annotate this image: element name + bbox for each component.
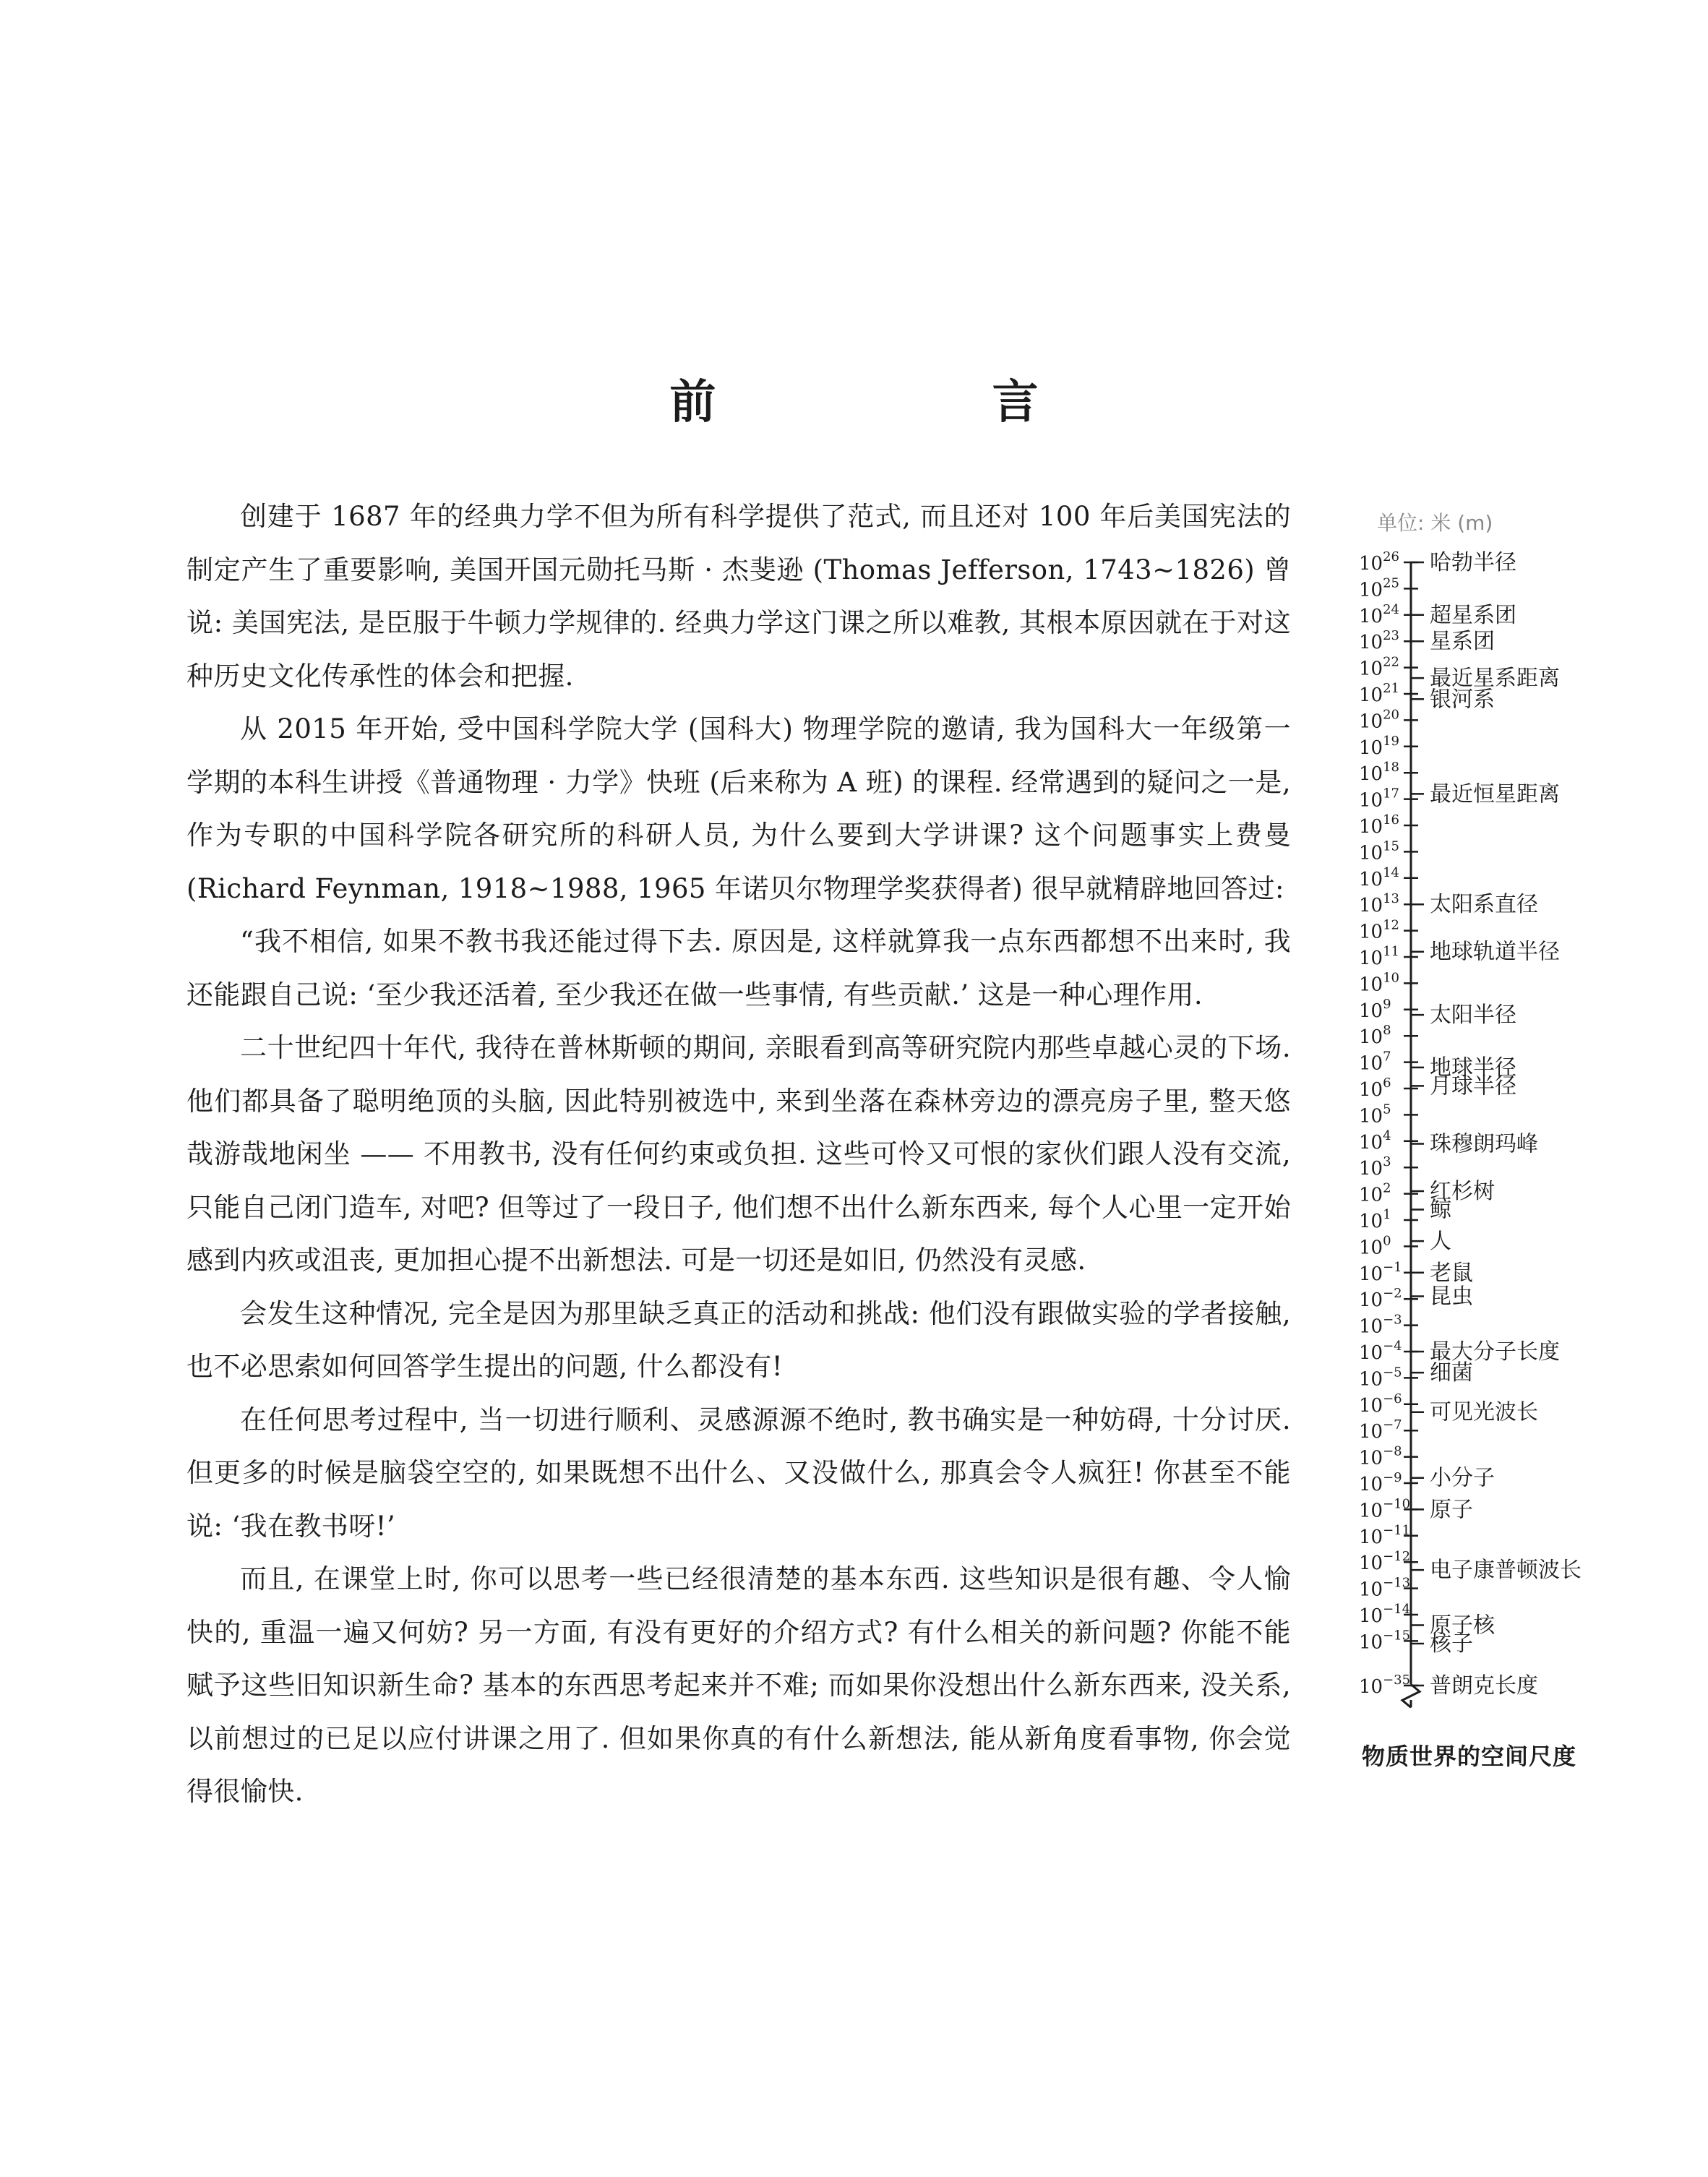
scale-object-label: 电子康普顿波长 <box>1430 1558 1582 1584</box>
scale-tick-label: $10^{-10}$ <box>1359 1496 1411 1522</box>
scale-tick-label: $10^{-4}$ <box>1359 1339 1402 1364</box>
scale-unit-label: 单位: 米 (m) <box>1377 511 1493 535</box>
scale-object-label: 细菌 <box>1430 1360 1473 1386</box>
scale-tick-label: $10^9$ <box>1359 996 1391 1022</box>
scale-ticks <box>1359 549 1418 1698</box>
paragraph: “我不相信, 如果不教书我还能过得下去. 原因是, 这样就算我一点东西都想不出来时, 我还能跟自己说: ‘至少我还活着, 至少我还在做一些事情, 有些贡献.’ 这是一种心理作用. <box>186 926 1291 1010</box>
scale-object-label: 最大分子长度 <box>1430 1339 1560 1365</box>
scale-object-label: 地球轨道半径 <box>1430 939 1560 965</box>
scale-object-label: 超星系团 <box>1430 602 1516 628</box>
spatial-scale-diagram <box>1344 506 1706 1735</box>
scale-objects <box>1411 550 1582 1699</box>
scale-tick-label: $10^{13}$ <box>1359 891 1399 917</box>
scale-tick-label: $10^{14}$ <box>1359 864 1399 890</box>
scale-object-label: 小分子 <box>1430 1465 1495 1491</box>
scale-tick-label: $10^{25}$ <box>1359 575 1399 601</box>
scale-tick-label: $10^{22}$ <box>1359 654 1399 680</box>
scale-tick-label: $10^{-35}$ <box>1359 1673 1411 1698</box>
scale-tick-label: $10^{-2}$ <box>1359 1286 1402 1312</box>
scale-tick-label: $10^{-6}$ <box>1359 1391 1402 1417</box>
scale-object-label: 鲸 <box>1430 1197 1451 1223</box>
scale-object-label: 最近星系距离 <box>1430 666 1560 692</box>
scale-tick-label: $10^{16}$ <box>1359 812 1399 838</box>
scale-tick-label: $10^{11}$ <box>1359 944 1399 969</box>
page-title: 前 言 <box>669 376 1169 429</box>
scale-object-label: 昆虫 <box>1430 1284 1473 1310</box>
scale-object-label: 可见光波长 <box>1430 1399 1538 1425</box>
paragraph: 而且, 在课堂上时, 你可以思考一些已经很清楚的基本东西. 这些知识是很有趣、令人愉快的, 重温一遍又何妨? 另一方面, 有没有更好的介绍方式? 有什么相关的新问题? 你能不能赋予这些旧知识新生命? 基本的东西思考起来并不难; 而如果你没想出什么新东西来, 没关系, 以前想过的已足以应付讲课之用了. 但如果你真的有什么新想法, 能从新角度看事物, 你会觉得很愉快. <box>186 1563 1291 1807</box>
scale-object-label: 太阳系直径 <box>1430 892 1538 918</box>
scale-tick-label: $10^{26}$ <box>1359 549 1399 575</box>
scale-tick-label: $10^{12}$ <box>1359 917 1399 943</box>
scale-tick-label: $10^{-7}$ <box>1359 1417 1402 1443</box>
scale-tick-label: $10^8$ <box>1359 1023 1391 1049</box>
scale-tick-label: $10^{-11}$ <box>1359 1522 1411 1548</box>
scale-tick-label: $10^{-12}$ <box>1359 1549 1411 1575</box>
scale-object-label: 原子核 <box>1430 1613 1495 1639</box>
paragraph: 从 2015 年开始, 受中国科学院大学 (国科大) 物理学院的邀请, 我为国科大一年级第一学期的本科生讲授《普通物理 · 力学》快班 (后来称为 A 班) 的课程. 经常遇到的疑问之一是, 作为专职的中国科学院各研究所的科研人员, 为什么要到大学讲课? 这个问题事实上费曼 (Richard Feynman, 1918∼1988, 1965 年诺贝尔物理学奖获得者) 很早就精辟地回答过: <box>186 713 1291 904</box>
scale-object-label: 老鼠 <box>1430 1260 1473 1286</box>
scale-object-label: 原子 <box>1430 1497 1473 1523</box>
scale-tick-label: $10^{21}$ <box>1359 681 1399 706</box>
scale-tick-label: $10^{20}$ <box>1359 707 1399 733</box>
scale-object-label: 普朗克长度 <box>1430 1673 1538 1699</box>
scale-tick-label: $10^{24}$ <box>1359 601 1399 627</box>
scale-tick-label: $10^6$ <box>1359 1075 1391 1101</box>
scale-object-label: 核子 <box>1430 1631 1473 1657</box>
scale-object-label: 最近恒星距离 <box>1430 781 1560 807</box>
scale-tick-label: $10^{18}$ <box>1359 760 1399 786</box>
scale-tick-label: $10^2$ <box>1359 1180 1391 1206</box>
scale-tick-label: $10^{-8}$ <box>1359 1443 1402 1469</box>
scale-object-label: 红杉树 <box>1430 1178 1495 1204</box>
scale-tick-label: $10^{23}$ <box>1359 628 1399 654</box>
scale-tick-label: $10^{-14}$ <box>1359 1602 1411 1627</box>
paragraph: 二十世纪四十年代, 我待在普林斯顿的期间, 亲眼看到高等研究院内那些卓越心灵的下场. 他们都具备了聪明绝顶的头脑, 因此特别被选中, 来到坐落在森林旁边的漂亮房子里, 整天悠哉游哉地闲坐 —— 不用教书, 没有任何约束或负担. 这些可怜又可恨的家伙们跟人没有交流, 只能自己闭门造车, 对吧? 但等过了一段日子, 他们想不出什么新东西来, 每个人心里一定开始感到内疚或沮丧, 更加担心提不出新想法. 可是一切还是如旧, 仍然没有灵感. <box>186 1032 1291 1276</box>
figure-caption: 物质世界的空间尺度 <box>1362 1743 1577 1770</box>
scale-tick-label: $10^7$ <box>1359 1049 1391 1075</box>
scale-tick-label: $10^{-9}$ <box>1359 1470 1402 1495</box>
scale-object-label: 人 <box>1430 1229 1451 1255</box>
scale-tick-label: $10^4$ <box>1359 1128 1391 1154</box>
paragraph: 创建于 1687 年的经典力学不但为所有科学提供了范式, 而且还对 100 年后美国宪法的制定产生了重要影响, 美国开国元勋托马斯 · 杰斐逊 (Thomas Jefferson, 1743∼1826) 曾说: 美国宪法, 是臣服于牛顿力学规律的. 经典力学这门课之所以难教, 其根本原因就在于对这种历史文化传承性的体会和把握. <box>186 501 1291 692</box>
scale-tick-label: $10^{-15}$ <box>1359 1628 1411 1654</box>
scale-object-label: 星系团 <box>1430 629 1495 655</box>
scale-tick-label: $10^{-5}$ <box>1359 1365 1402 1391</box>
scale-tick-label: $10^1$ <box>1359 1207 1391 1232</box>
scale-tick-label: $10^{-1}$ <box>1359 1259 1402 1285</box>
scale-tick-label: $10^{17}$ <box>1359 786 1399 812</box>
scale-object-label: 珠穆朗玛峰 <box>1430 1131 1538 1157</box>
scale-object-label: 太阳半径 <box>1430 1002 1516 1029</box>
scale-tick-label: $10^{15}$ <box>1359 838 1399 864</box>
paragraph: 在任何思考过程中, 当一切进行顺利、灵感源源不绝时, 教书确实是一种妨碍, 十分讨厌. 但更多的时候是脑袋空空的, 如果既想不出什么、又没做什么, 那真会令人疯狂! 你甚至不能说: ‘我在教书呀!’ <box>186 1404 1291 1542</box>
scale-tick-label: $10^{10}$ <box>1359 970 1399 996</box>
scale-tick-label: $10^{-3}$ <box>1359 1312 1402 1338</box>
preface-body <box>186 490 1291 1819</box>
paragraph: 会发生这种情况, 完全是因为那里缺乏真正的活动和挑战: 他们没有跟做实验的学者接触, 也不必思索如何回答学生提出的问题, 什么都没有! <box>186 1297 1291 1382</box>
scale-object-label: 银河系 <box>1430 687 1495 713</box>
scale-tick-label: $10^3$ <box>1359 1154 1391 1180</box>
scale-object-label: 哈勃半径 <box>1430 550 1516 575</box>
scale-object-label: 月球半径 <box>1430 1073 1516 1099</box>
scale-tick-label: $10^{19}$ <box>1359 733 1399 759</box>
scale-object-label: 地球半径 <box>1430 1055 1516 1081</box>
scale-tick-label: $10^0$ <box>1359 1233 1391 1259</box>
scale-tick-label: $10^5$ <box>1359 1102 1391 1128</box>
scale-tick-label: $10^{-13}$ <box>1359 1575 1411 1601</box>
